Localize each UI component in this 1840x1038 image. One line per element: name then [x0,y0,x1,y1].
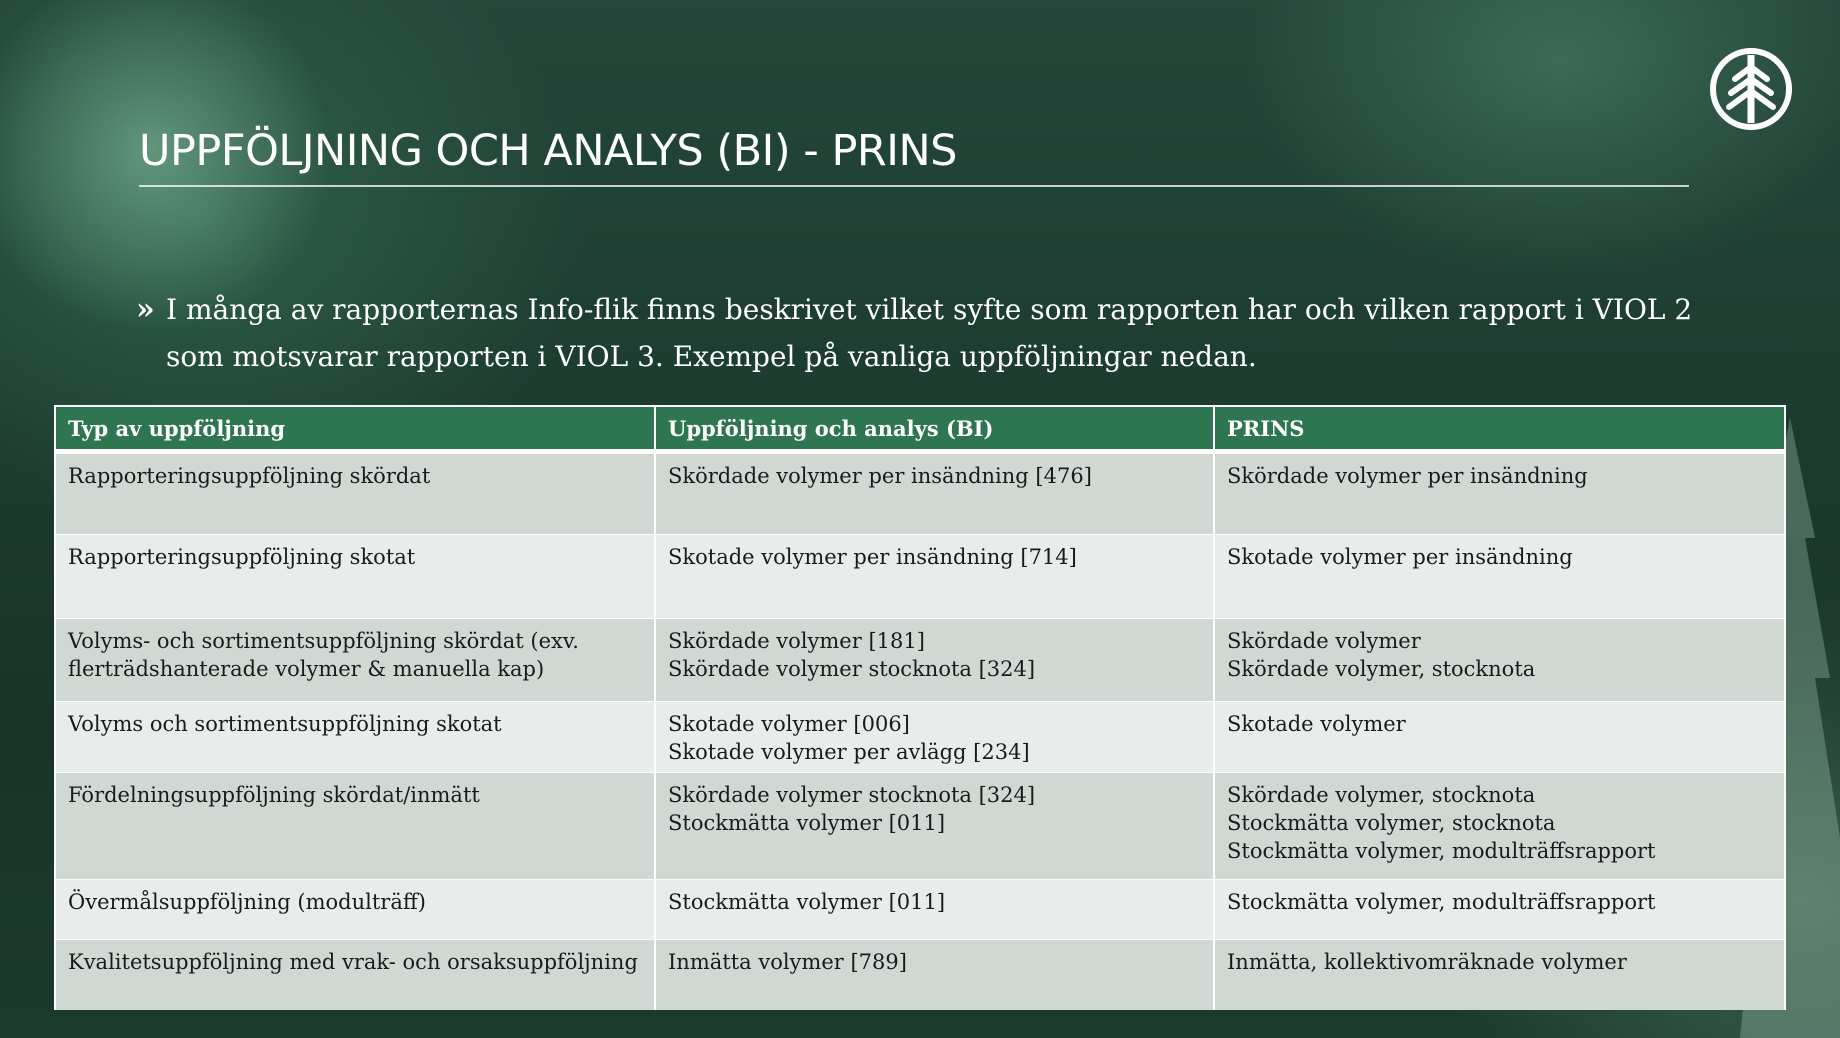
table-row [55,773,1785,880]
table-row [55,880,1785,940]
cell-type: Rapporteringsuppföljning skördat [55,452,655,535]
cell-prins [1214,702,1785,773]
cell-line: Skotade volymer [006] [668,712,910,736]
cell-type: Fördelningsuppföljning skördat/inmätt [55,773,655,880]
table-row [55,702,1785,773]
cell-bi [655,773,1214,880]
title-divider [139,185,1689,187]
header-prins: PRINS [1214,406,1785,452]
page-title: UPPFÖLJNING OCH ANALYS (BI) - PRINS [139,126,957,176]
cell-bi [655,452,1214,535]
intro-bullet [136,286,1696,380]
cell-type: Volyms och sortimentsuppföljning skotat [55,702,655,773]
cell-type: Övermålsuppföljning (modulträff) [55,880,655,940]
cell-bi [655,940,1214,1010]
cell-type: Rapporteringsuppföljning skotat [55,535,655,619]
cell-prins [1214,535,1785,619]
cell-bi [655,535,1214,619]
cell-prins [1214,619,1785,702]
cell-line: Inmätta volymer [789] [668,950,907,974]
table-row [55,619,1785,702]
table-row [55,452,1785,535]
cell-line: Skotade volymer per avlägg [234] [668,740,1030,764]
cell-prins [1214,940,1785,1010]
cell-line: Skördade volymer stocknota [324] [668,657,1036,681]
cell-line: Stockmätta volymer, modulträffsrapport [1227,839,1656,863]
cell-line: Skördade volymer per insändning [476] [668,464,1092,488]
cell-line: Stockmätta volymer, modulträffsrapport [1227,890,1656,914]
table-row [55,535,1785,619]
cell-prins [1214,880,1785,940]
cell-line: Skördade volymer, stocknota [1227,783,1536,807]
cell-line: Skördade volymer per insändning [1227,464,1588,488]
cell-line: Stockmätta volymer [011] [668,890,946,914]
cell-bi [655,702,1214,773]
table-row [55,940,1785,1010]
cell-line: Stockmätta volymer, stocknota [1227,811,1556,835]
cell-type: Kvalitetsuppföljning med vrak- och orsaksuppföljning [55,940,655,1010]
cell-line: Stockmätta volymer [011] [668,811,946,835]
cell-prins [1214,773,1785,880]
cell-line: Skördade volymer [181] [668,629,925,653]
intro-text: I många av rapporternas Info-flik finns beskrivet vilket syfte som rapporten har och vilken rapport i VIOL 2 som motsvarar rapporten i VIOL 3. Exempel på vanliga uppföljningar nedan. [166,293,1693,373]
tree-circle-logo-icon [1709,47,1793,131]
cell-line: Inmätta, kollektivomräknade volymer [1227,950,1627,974]
cell-line: Skotade volymer per insändning [1227,545,1573,569]
cell-line: Skotade volymer per insändning [714] [668,545,1077,569]
cell-prins [1214,452,1785,535]
cell-bi [655,619,1214,702]
cell-line: Skördade volymer stocknota [324] [668,783,1036,807]
cell-bi [655,880,1214,940]
header-bi: Uppföljning och analys (BI) [655,406,1214,452]
cell-line: Skördade volymer, stocknota [1227,657,1536,681]
header-type: Typ av uppföljning [55,406,655,452]
cell-type: Volyms- och sortimentsuppföljning skördat (exv. flerträdshanterade volymer & manuella kap) [55,619,655,702]
bullet-chevron-icon: » [136,292,155,327]
table-header-row [55,406,1785,452]
cell-line: Skördade volymer [1227,629,1421,653]
comparison-table [54,405,1786,1010]
cell-line: Skotade volymer [1227,712,1406,736]
